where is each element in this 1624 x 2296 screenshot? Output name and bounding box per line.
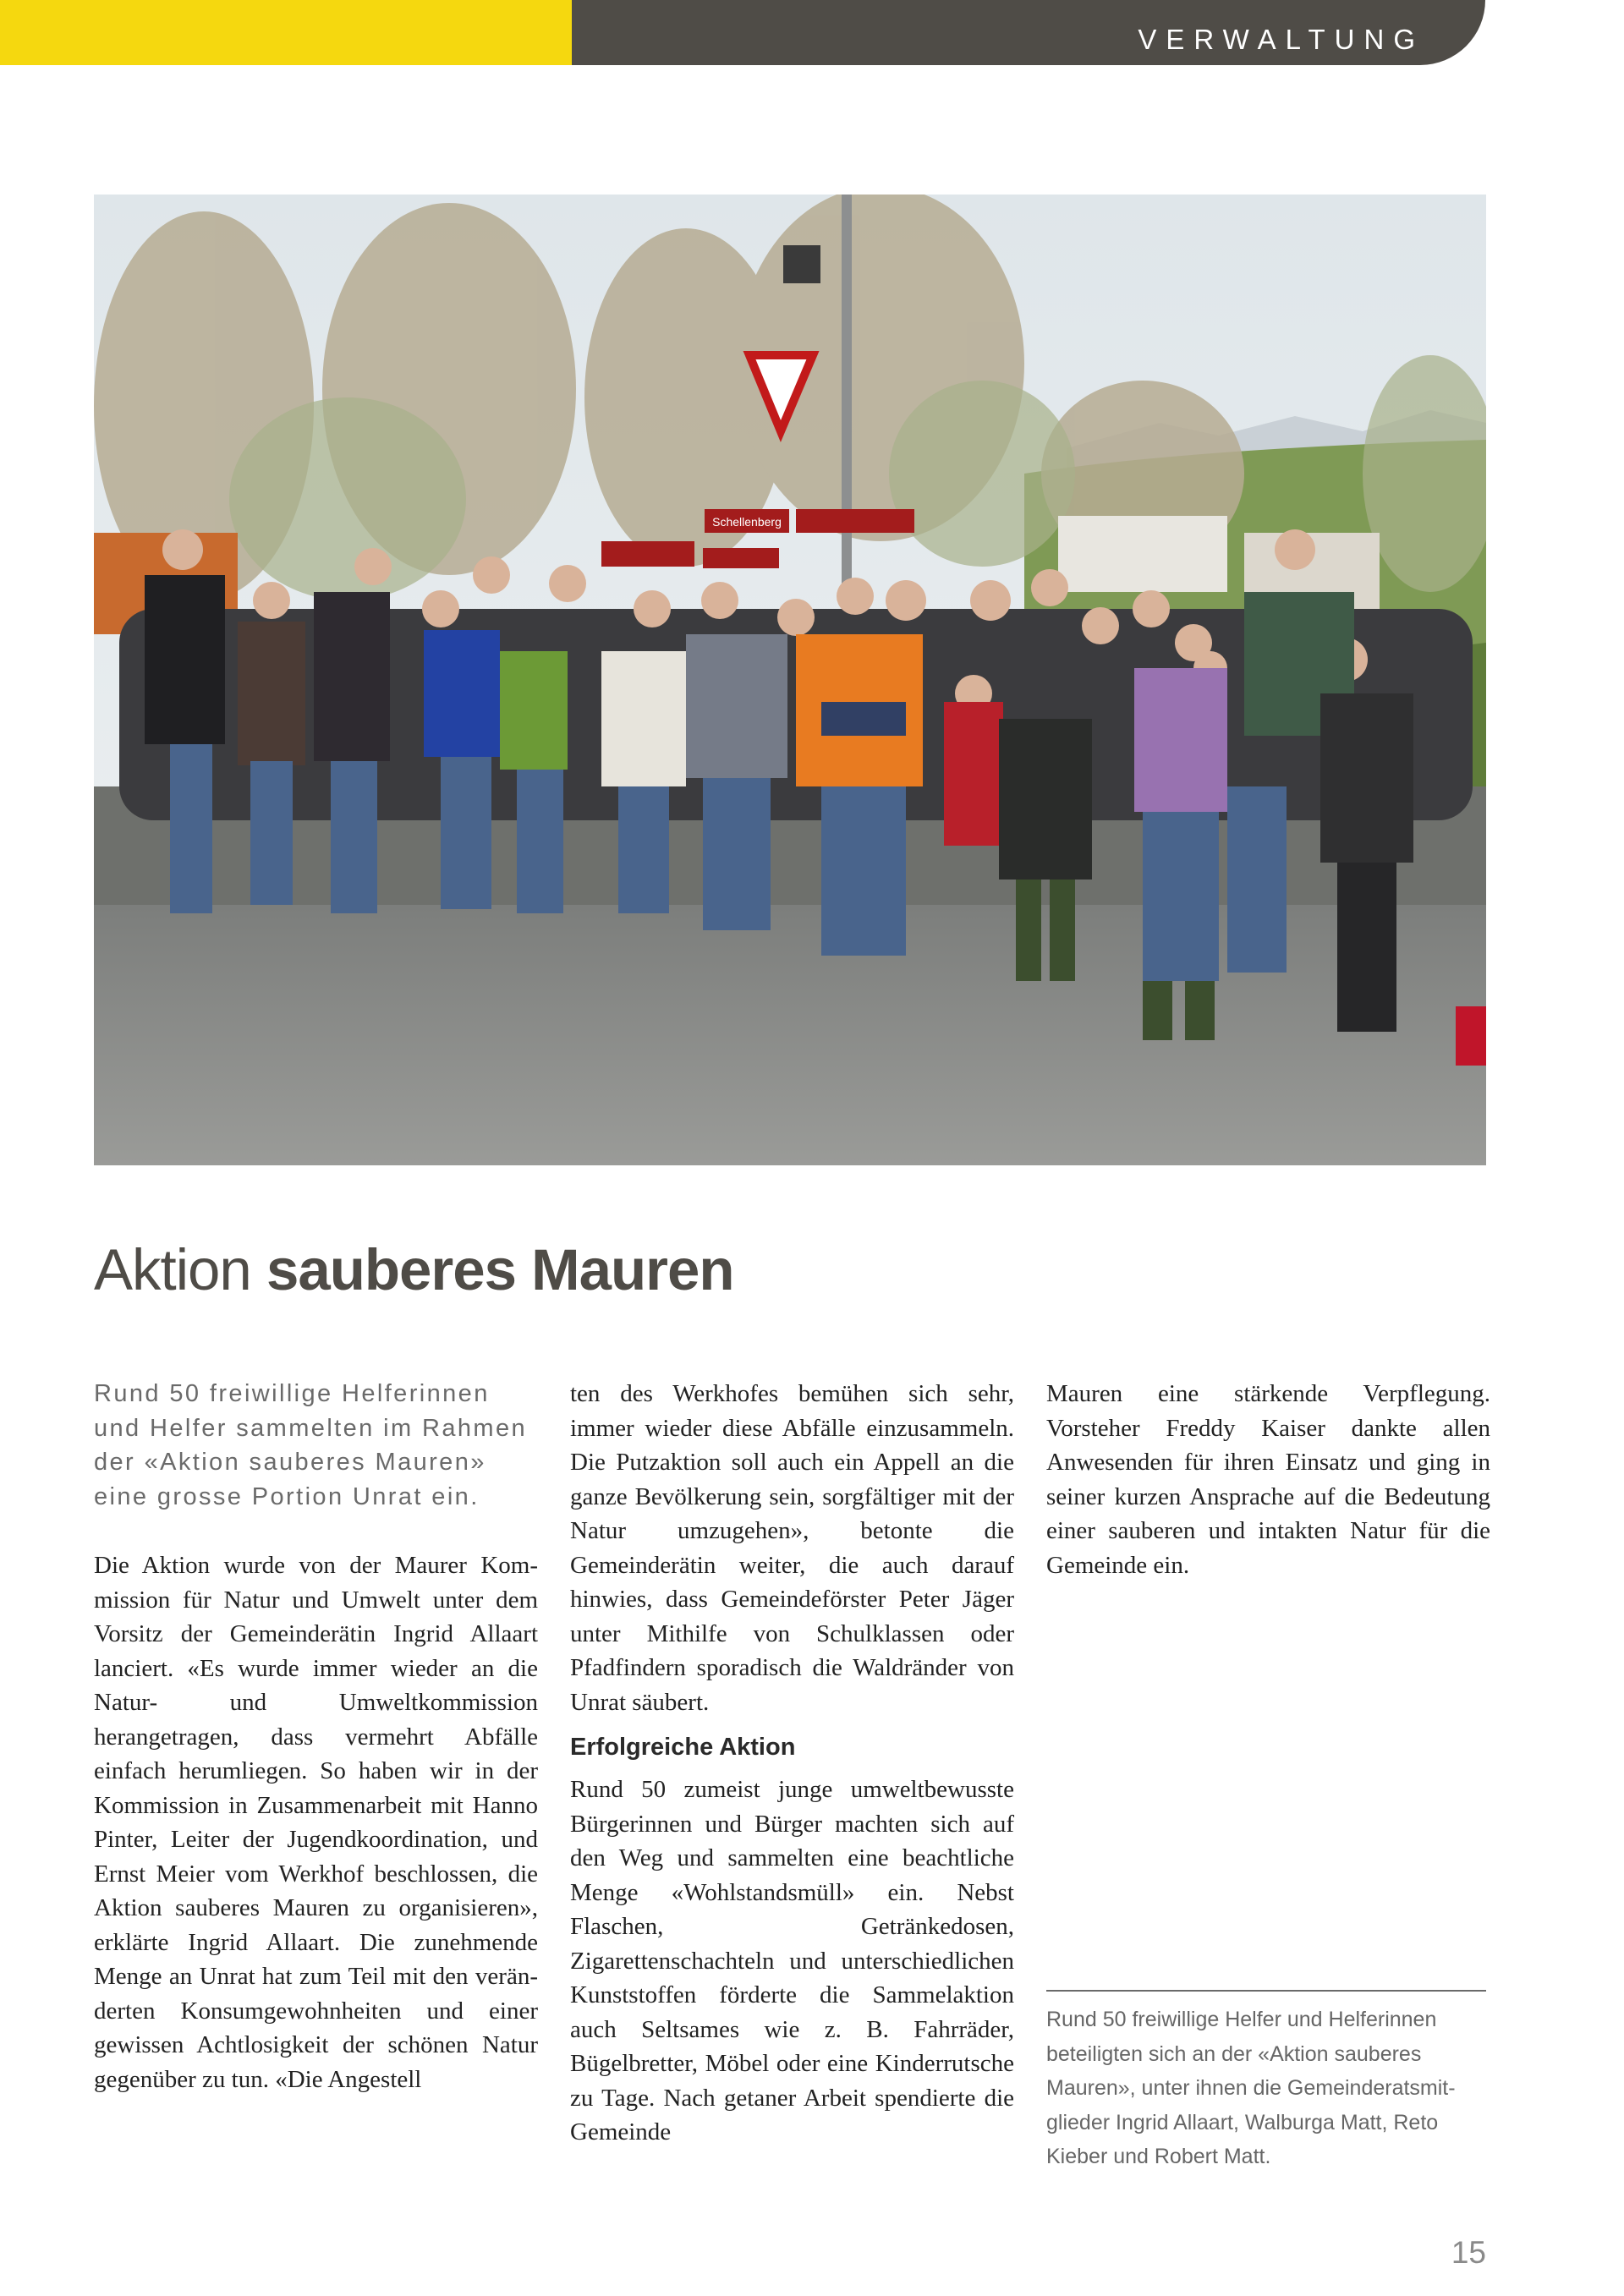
article-body-paragraph: Mauren eine stärkende Verpflegung. Vorsteher Freddy Kaiser dankte allen Anwesenden für ihren Einsatz und ging in seiner kurzen Ansprache auf die Bedeutung einer sauberen und intakten Natur für die Gemeinde ein.	[1046, 1380, 1490, 1579]
page-number: 15	[1451, 2235, 1486, 2270]
article-subheading: Erfolgreiche Aktion	[570, 1734, 796, 1761]
article-column-1	[94, 1377, 538, 2096]
article-lead: Rund 50 freiwillige Helferinnen und Helfer sammelten im Rahmen der «Aktion sauberes Mauren» eine grosse Portion Unrat ein.	[94, 1380, 528, 1510]
photo-caption: Rund 50 freiwillige Helfer und Helferinnen beteiligten sich an der «Aktion sauberes Mauren», unter ihnen die Gemeinderatsmitglieder Ingrid Allaart, Walburga Matt, Reto Kieber und Robert Matt.	[1046, 2008, 1456, 2168]
caption-divider	[1046, 1990, 1486, 1992]
headline-bold: sauberes Mauren	[266, 1237, 734, 1302]
group-photo	[94, 195, 1486, 1165]
article-column-2	[570, 1377, 1014, 2150]
article-headline	[94, 1236, 734, 1303]
article-body-paragraph: Die Aktion wurde von der Maurer Kommission für Natur und Umwelt unter dem Vorsitz der Gemeinderätin Ingrid Allaart lanciert. «Es wurde immer wieder an die Natur- und Umweltkommission herangetragen, dass vermehrt Abfälle einfach herumliegen. So haben wir in der Kommission in Zusammenarbeit mit Hanno Pinter, Leiter der Jugendkoordination, und Ernst Meier vom Werkhof beschlossen, die Aktion sauberes Mauren zu organisieren», erklärte Ingrid Allaart. Die zunehmende Menge an Unrat hat zum Teil mit den veränderten Konsumgewohnheiten und einer gewissen Achtlosigkeit der schönen Natur gegenüber zu tun. «Die Angestell	[94, 1552, 538, 2093]
header-accent-bar	[0, 0, 572, 65]
photo-sign-text: Schellenberg	[712, 515, 782, 529]
article-body-paragraph: ten des Werkhofes bemühen sich sehr, immer wieder diese Abfälle einzusammeln. Die Putzaktion soll auch ein Appell an die ganze Bevölkerung sein, sorgfältiger mit der Natur umzugehen», betonte die Gemeinderätin weiter, die auch darauf hinwies, dass Gemeindeförster Peter Jäger unter Mithilfe von Schulklassen oder Pfadfindern sporadisch die Waldränder von Unrat säubert.	[570, 1380, 1014, 1716]
section-header-bar	[572, 0, 1485, 65]
article-column-3	[1046, 1377, 1490, 1582]
article-body-paragraph: Rund 50 zumeist junge umweltbewusste Bürgerinnen und Bürger machten sich auf den Weg und sammelten eine beachtliche Menge «Wohlstandsmüll» ein. Nebst Flaschen, Getränkedosen, Zigarettenschachteln und unterschiedlichen Kunststoffen förderte die Sammelaktion auch Seltsames wie z. B. Fahrräder, Bügelbretter, Möbel oder eine Kinderrutsche zu Tage. Nach getaner Arbeit spendierte die Gemeinde	[570, 1776, 1014, 2145]
headline-light: Aktion	[94, 1237, 251, 1302]
section-label: VERWALTUNG	[1138, 24, 1424, 55]
